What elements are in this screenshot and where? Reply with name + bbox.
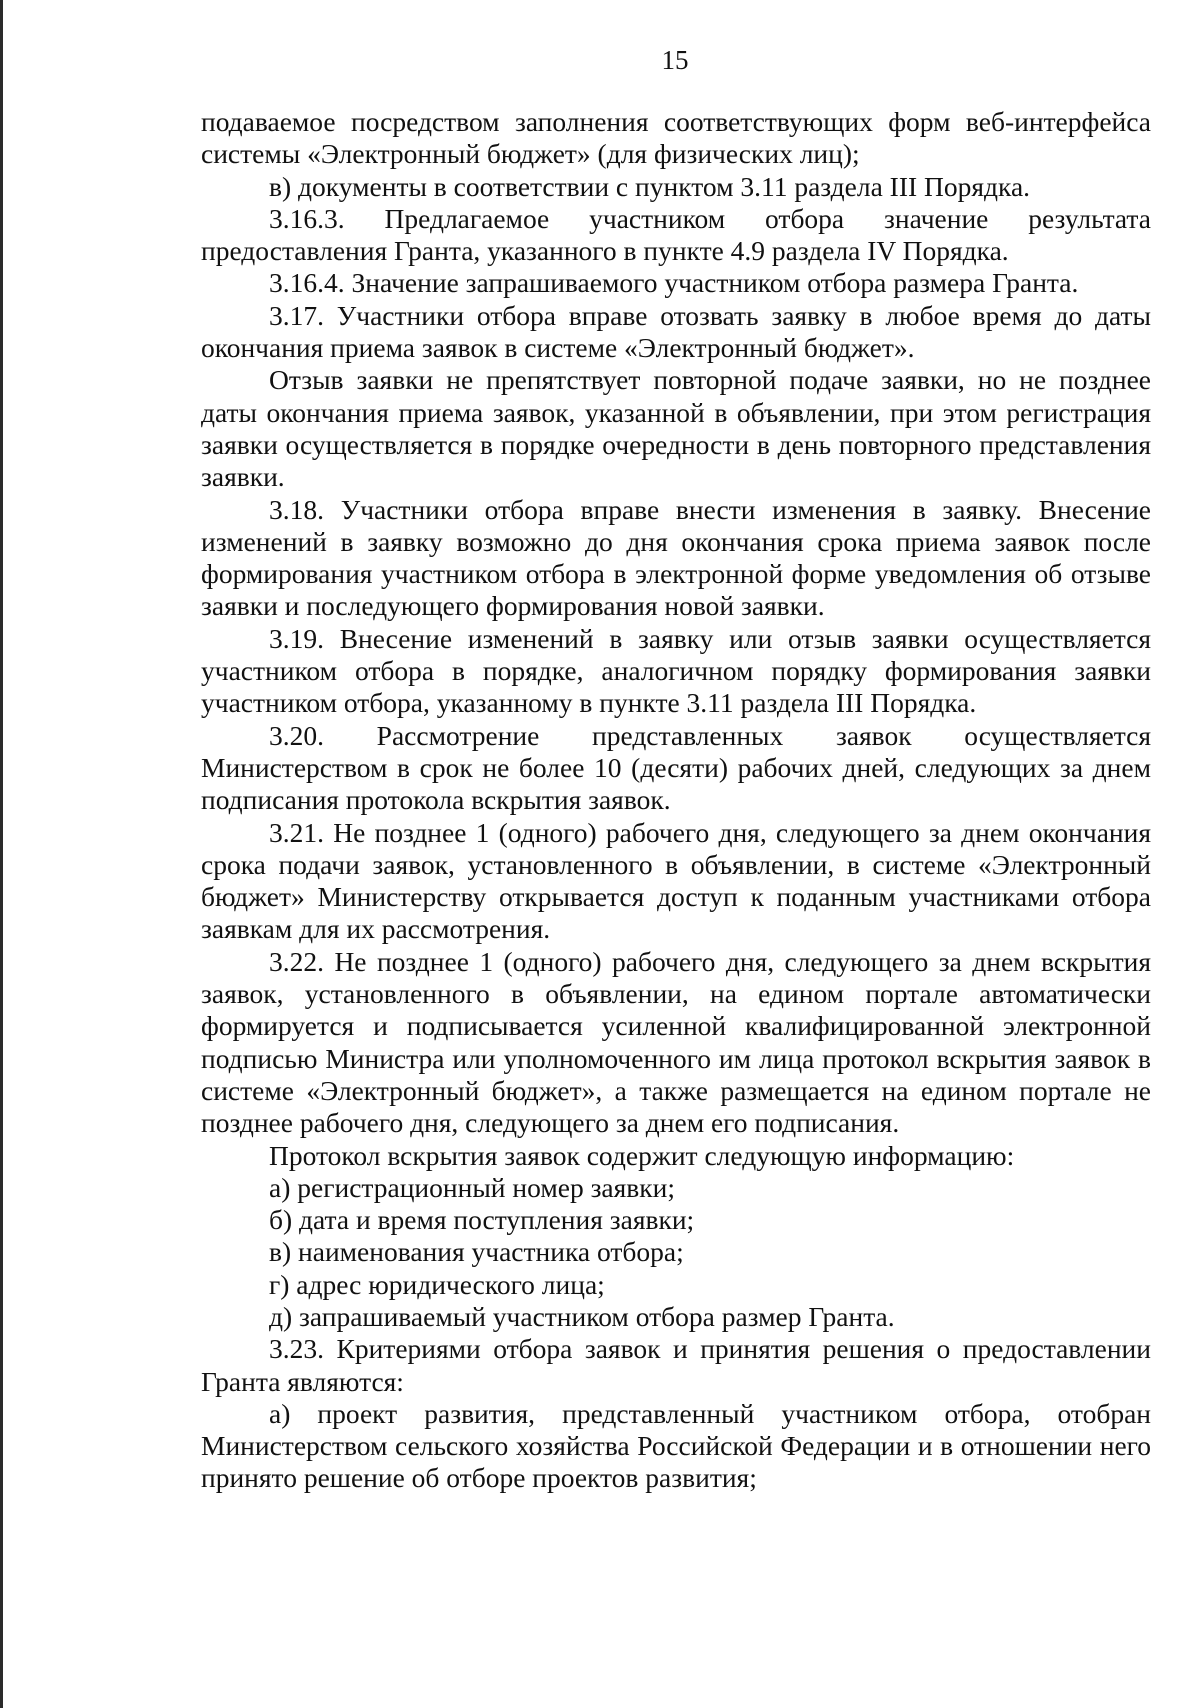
paragraph-3-19: 3.19. Внесение изменений в заявку или отзыв заявки осуществляется участником отбора в порядке, аналогичном порядку формирования заявки участником отбора, указанному в пункте 3.11 раздела III Порядка.: [201, 622, 1151, 719]
paragraph-3-23: 3.23. Критериями отбора заявок и принятия решения о предоставлении Гранта являются:: [201, 1333, 1151, 1397]
paragraph-item-v-documents: в) документы в соответствии с пунктом 3.11 раздела III Порядка.: [269, 170, 1031, 202]
paragraph-3-16-4: 3.16.4. Значение запрашиваемого участником отбора размера Гранта.: [269, 267, 1079, 299]
paragraph-3-22: 3.22. Не позднее 1 (одного) рабочего дня, следующего за днем вскрытия заявок, установленного в объявлении, на едином портале автоматически формируется и подписывается усиленной квалифицированной электронной подписью Министра или уполномоченного им лица протокол вскрытия заявок в системе «Электронный бюджет», а также размещается на едином портале не позднее рабочего дня, следующего за днем его подписания.: [201, 945, 1151, 1139]
paragraph-withdrawal: Отзыв заявки не препятствует повторной подаче заявки, но не позднее даты окончания приема заявок, указанной в объявлении, при этом регистрация заявки осуществляется в порядке очередности в день повторного представления заявки.: [201, 364, 1151, 493]
list-item-b: б) дата и время поступления заявки;: [269, 1204, 695, 1236]
paragraph-3-16-3: 3.16.3. Предлагаемое участником отбора значение результата предоставления Гранта, указанного в пункте 4.9 раздела IV Порядка.: [201, 202, 1151, 267]
paragraph-3-20: 3.20. Рассмотрение представленных заявок осуществляется Министерством в срок не более 10 (десяти) рабочих дней, следующих за днем подписания протокола вскрытия заявок.: [201, 719, 1151, 816]
list-item-d: д) запрашиваемый участником отбора размер Гранта.: [269, 1300, 895, 1332]
paragraph-3-17: 3.17. Участники отбора вправе отозвать заявку в любое время до даты окончания приема заявок в системе «Электронный бюджет».: [201, 299, 1151, 364]
list-item-a: а) регистрационный номер заявки;: [269, 1171, 675, 1203]
paragraph-3-21: 3.21. Не позднее 1 (одного) рабочего дня, следующего за днем окончания срока подачи заявок, установленного в объявлении, в системе «Электронный бюджет» Министерству открывается доступ к поданным участниками отбора заявкам для их рассмотрения.: [201, 816, 1151, 945]
criteria-item-a: а) проект развития, представленный участником отбора, отобран Министерством сельского хозяйства Российской Федерации и в отношении него принято решение об отборе проектов развития;: [201, 1397, 1151, 1494]
paragraph-protocol-contents: Протокол вскрытия заявок содержит следующую информацию:: [269, 1139, 1015, 1171]
paragraph-3-18: 3.18. Участники отбора вправе внести изменения в заявку. Внесение изменений в заявку возможно до дня окончания срока приема заявок после формирования участником отбора в электронной форме уведомления об отзыве заявки и последующего формирования новой заявки.: [201, 493, 1151, 622]
list-item-g: г) адрес юридического лица;: [269, 1268, 605, 1300]
paragraph-continuation: подаваемое посредством заполнения соответствующих форм веб-интерфейса системы «Электронный бюджет» (для физических лиц);: [201, 106, 1151, 170]
page-number: 15: [661, 45, 689, 75]
list-item-v: в) наименования участника отбора;: [269, 1236, 684, 1268]
scan-edge-line: [0, 0, 3, 1708]
document-body: [201, 106, 1151, 1495]
